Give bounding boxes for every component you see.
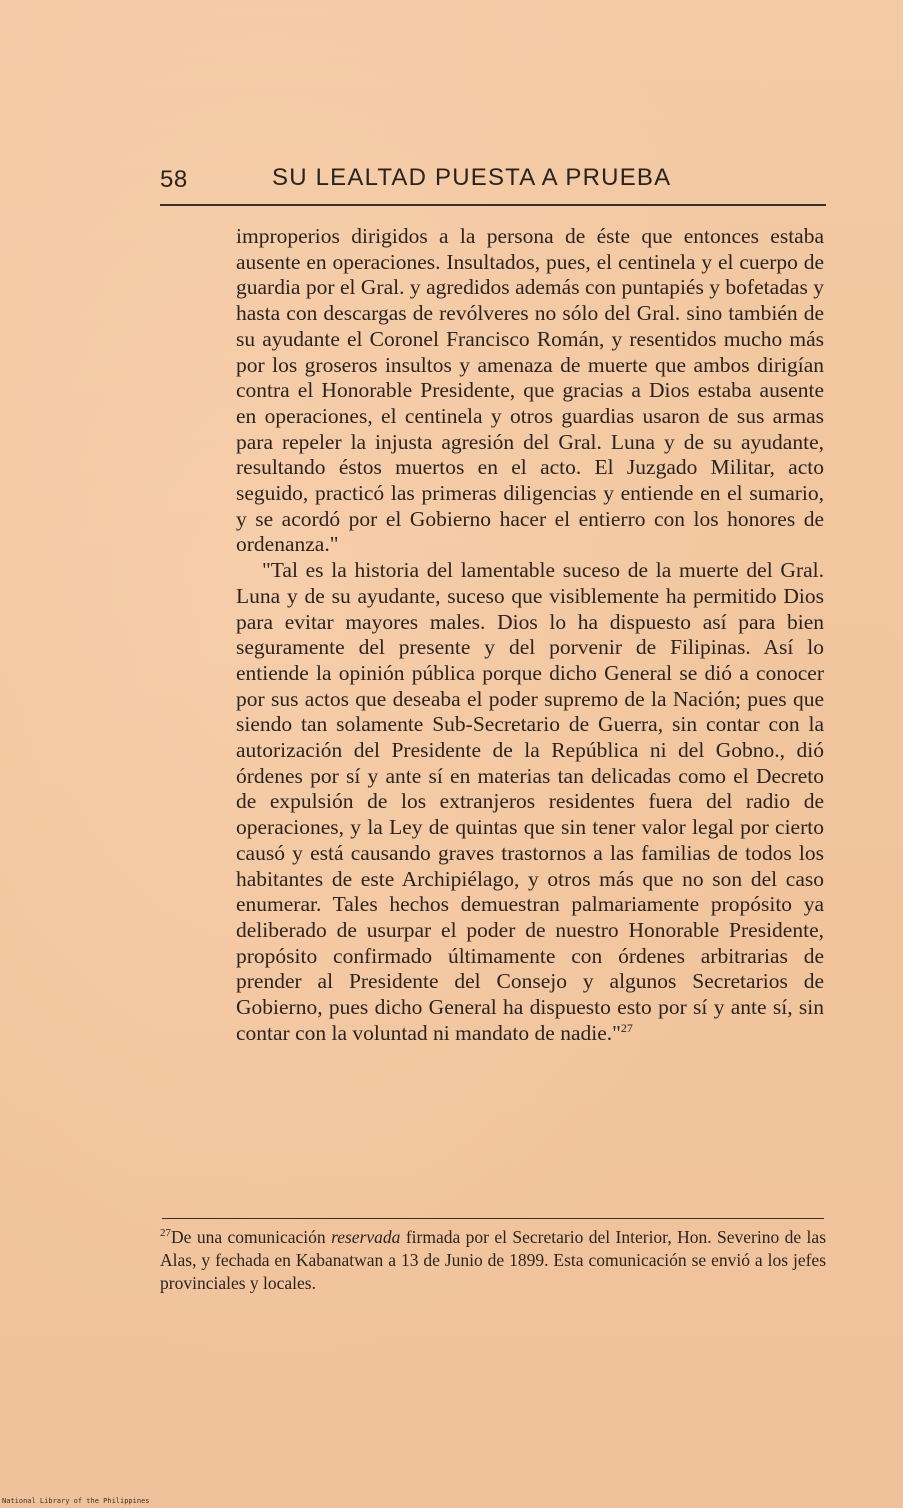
footnote-text-after: firmada por el Secretario del Interior, Hon. Severino de las Alas, y fechada en Kabanatwan a 13 de Junio de 1899. Esta comunicación se envió a los jefes provinciales y locales. (160, 1227, 827, 1293)
paragraph-1 (236, 224, 824, 558)
body-text (236, 224, 824, 1047)
footnote-marker: 27 (160, 1227, 171, 1240)
page-number: 58 (160, 166, 188, 193)
paragraph-2 (236, 558, 824, 1046)
footnote-reference: 27 (620, 1020, 633, 1035)
footnote-text-italic: reservada (331, 1227, 401, 1247)
footnote-rule (162, 1218, 824, 1219)
footnote (160, 1226, 826, 1295)
running-head: SU LEALTAD PUESTA A PRUEBA (272, 164, 672, 191)
footnote-text-before: De una comunicación (171, 1227, 332, 1247)
paragraph-1-text: improperios dirigidos a la persona de éste que entonces estaba ausente en operaciones. Insultados, pues, el centinela y el cuerpo de guardia por el Gral. y agredidos además con puntapiés y bofetadas y hasta con descargas de revólveres no sólo del Gral. sino también de su ayudante el Coronel Francisco Román, y resentidos mucho más por los groseros insultos y amenaza de muerte que ambos dirigían contra el Honorable Presidente, que gracias a Dios estaba ausente en operaciones, el centinela y otros guardias usaron de sus armas para repeler la injusta agresión del Gral. Luna y de su ayudante, resultando éstos muertos en el acto. El Juzgado Militar, acto seguido, practicó las primeras diligencias y entiende en el sumario, y se acordó por el Gobierno hacer el entierro con los honores de ordenanza." (236, 224, 824, 557)
library-credit: National Library of the Philippines (2, 1497, 150, 1505)
paragraph-2-text: "Tal es la historia del lamentable suceso de la muerte del Gral. Luna y de su ayudante, suceso que visiblemente ha permitido Dios para evitar mayores males. Dios lo ha dispuesto así para bien seguramente del presente y del porvenir de Filipinas. Así lo entiende la opinión pública porque dicho General se dió a conocer por sus actos que deseaba el poder supremo de la Nación; pues que siendo tan solamente Sub-Secretario de Guerra, sin contar con la autorización del Presidente de la República ni del Gobno., dió órdenes por sí y ante sí en materias tan delicadas como el Decreto de expulsión de los extranjeros residentes fuera del radio de operaciones, y la Ley de quintas que sin tener valor legal por cierto causó y está causando graves trastornos a las familias de todos los habitantes de este Archipiélago, y otros más que no son del caso enumerar. Tales hechos demuestran palmariamente propósito ya deliberado de usurpar el poder de nuestro Honorable Presidente, propósito confirmado últimamente con órdenes arbitrarias de prender al Presidente del Consejo y algunos Secretarios de Gobierno, pues dicho General ha dispuesto esto por sí y ante sí, sin contar con la voluntad ni mandato de nadie." (236, 558, 824, 1045)
page-header (160, 160, 826, 200)
header-rule (160, 204, 826, 206)
